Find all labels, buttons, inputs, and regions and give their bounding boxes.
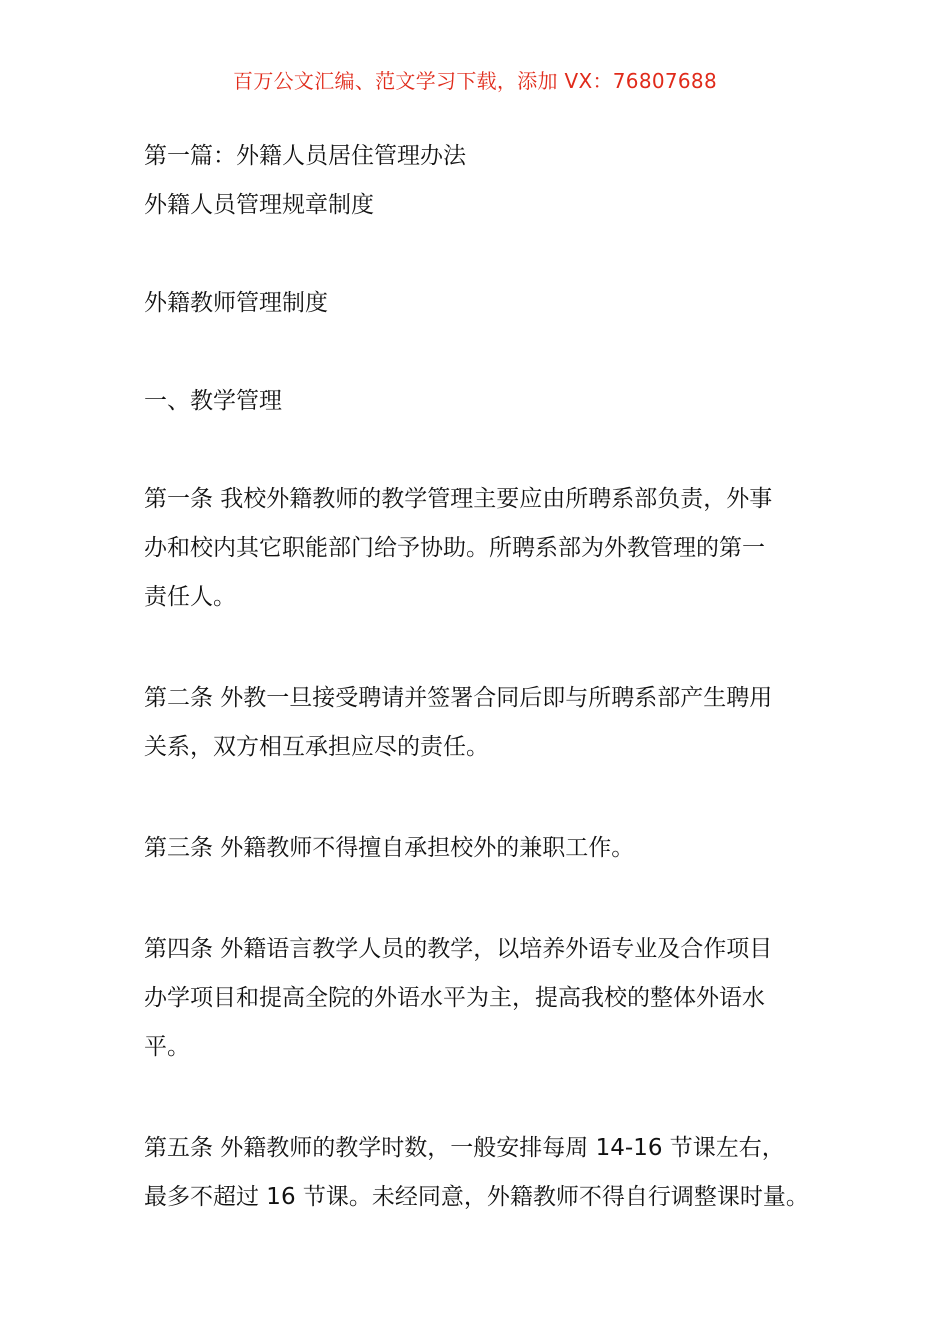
- document-title: 第一篇：外籍人员居住管理办法: [144, 143, 466, 169]
- article-line: 第四条 外籍语言教学人员的教学，以培养外语专业及合作项目: [144, 936, 773, 962]
- article-line: 责任人。: [144, 584, 236, 610]
- document-subtitle: 外籍人员管理规章制度: [144, 192, 374, 218]
- article-3: [144, 824, 824, 873]
- article-line: 第一条 我校外籍教师的教学管理主要应由所聘系部负责，外事: [144, 486, 773, 512]
- article-1: [144, 475, 824, 622]
- article-4: [144, 925, 824, 1072]
- section-title: 外籍教师管理制度: [144, 290, 328, 316]
- article-line: 平。: [144, 1034, 190, 1060]
- article-line: 关系，双方相互承担应尽的责任。: [144, 734, 489, 760]
- document-body: [144, 132, 824, 1222]
- article-line: 第二条 外教一旦接受聘请并签署合同后即与所聘系部产生聘用: [144, 685, 773, 711]
- article-2: [144, 674, 824, 772]
- article-line: 办学项目和提高全院的外语水平为主，提高我校的整体外语水: [144, 985, 765, 1011]
- article-line: 最多不超过 16 节课。未经同意，外籍教师不得自行调整课时量。: [144, 1184, 809, 1210]
- article-5: [144, 1124, 824, 1222]
- article-line: 第三条 外籍教师不得擅自承担校外的兼职工作。: [144, 835, 635, 861]
- article-line: 办和校内其它职能部门给予协助。所聘系部为外教管理的第一: [144, 535, 765, 561]
- article-line: 第五条 外籍教师的教学时数，一般安排每周 14-16 节课左右，: [144, 1135, 785, 1161]
- watermark-text: 百万公文汇编、范文学习下载，添加 VX：76807688: [233, 69, 717, 93]
- part-heading: 一、教学管理: [144, 388, 282, 414]
